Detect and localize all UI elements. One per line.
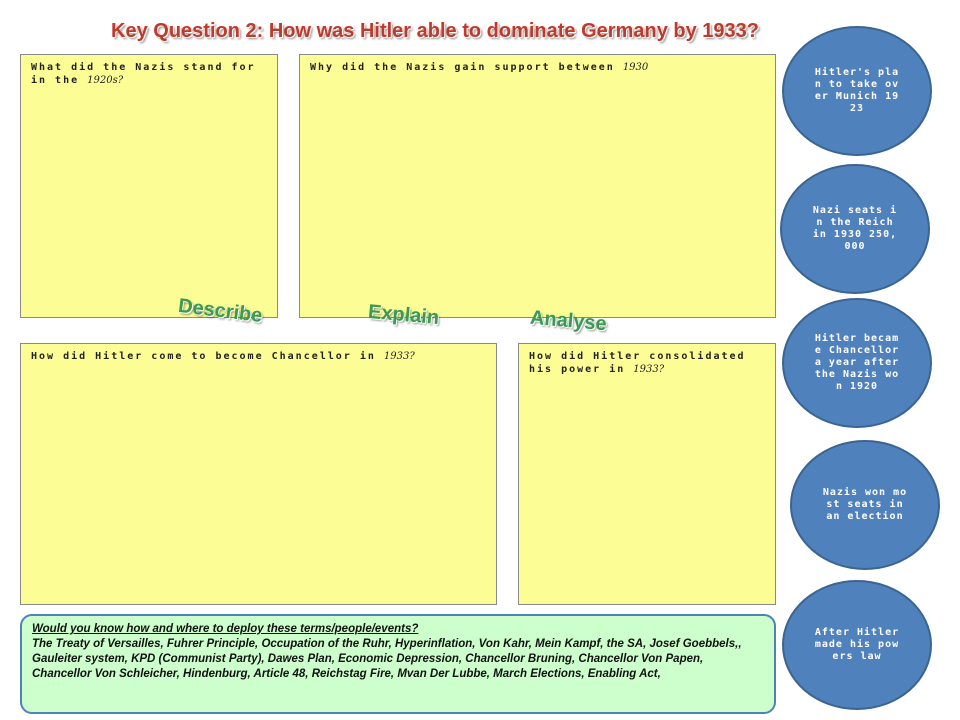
question-box-prompt: How did Hitler come to become Chancellor in 1933? [31, 351, 415, 362]
question-box-prompt: Why did the Nazis gain support between 1930 [310, 62, 649, 73]
describe-label: Describe [177, 294, 264, 328]
fact-oval-text: Nazis won most seats in an election [822, 487, 908, 522]
fact-oval-4 [790, 440, 940, 570]
fact-oval-2 [780, 164, 930, 294]
fact-oval-5 [782, 580, 932, 710]
fact-oval-text: Hitler's plan to take over Munich 1923 [814, 67, 900, 114]
key-terms-panel [20, 614, 776, 714]
question-box-nazi-beliefs[interactable] [20, 54, 278, 318]
question-box-prompt: How did Hitler consolidated his power in 1933? [529, 351, 746, 375]
question-box-prompt: What did the Nazis stand for in the 1920s? [31, 62, 256, 86]
key-terms-list: The Treaty of Versailles, Fuhrer Principle, Occupation of the Ruhr, Hyperinflation, Von Kahr, Mein Kampf, the SA, Josef Goebbels,, Gauleiter system, KPD (Communist Party), Dawes Plan, Economic Depression, Chancellor Bruning, Chancellor Von Papen, Chancellor Von Schleicher, Hindenburg, Article 48, Reichstag Fire, Mvan Der Lubbe, March Elections, Enabling Act, [32, 638, 742, 680]
explain-label: Explain [367, 300, 441, 330]
fact-oval-text: Nazi seats in the Reich in 1930 250,000 [812, 205, 898, 252]
slide-title: Key Question 2: How was Hitler able to dominate Germany by 1933? [111, 20, 759, 42]
question-box-consolidation[interactable] [518, 343, 776, 605]
key-terms-question: Would you know how and where to deploy these terms/people/events? [32, 623, 419, 635]
question-box-chancellor[interactable] [20, 343, 497, 605]
fact-oval-text: Hitler became Chancellor a year after the Nazis won 1920 [814, 333, 900, 392]
fact-oval-text: After Hitler made his powers law [814, 627, 900, 662]
question-box-nazi-support[interactable] [299, 54, 776, 318]
fact-oval-1 [782, 26, 932, 156]
analyse-label: Analyse [529, 306, 608, 336]
fact-oval-3 [782, 298, 932, 428]
